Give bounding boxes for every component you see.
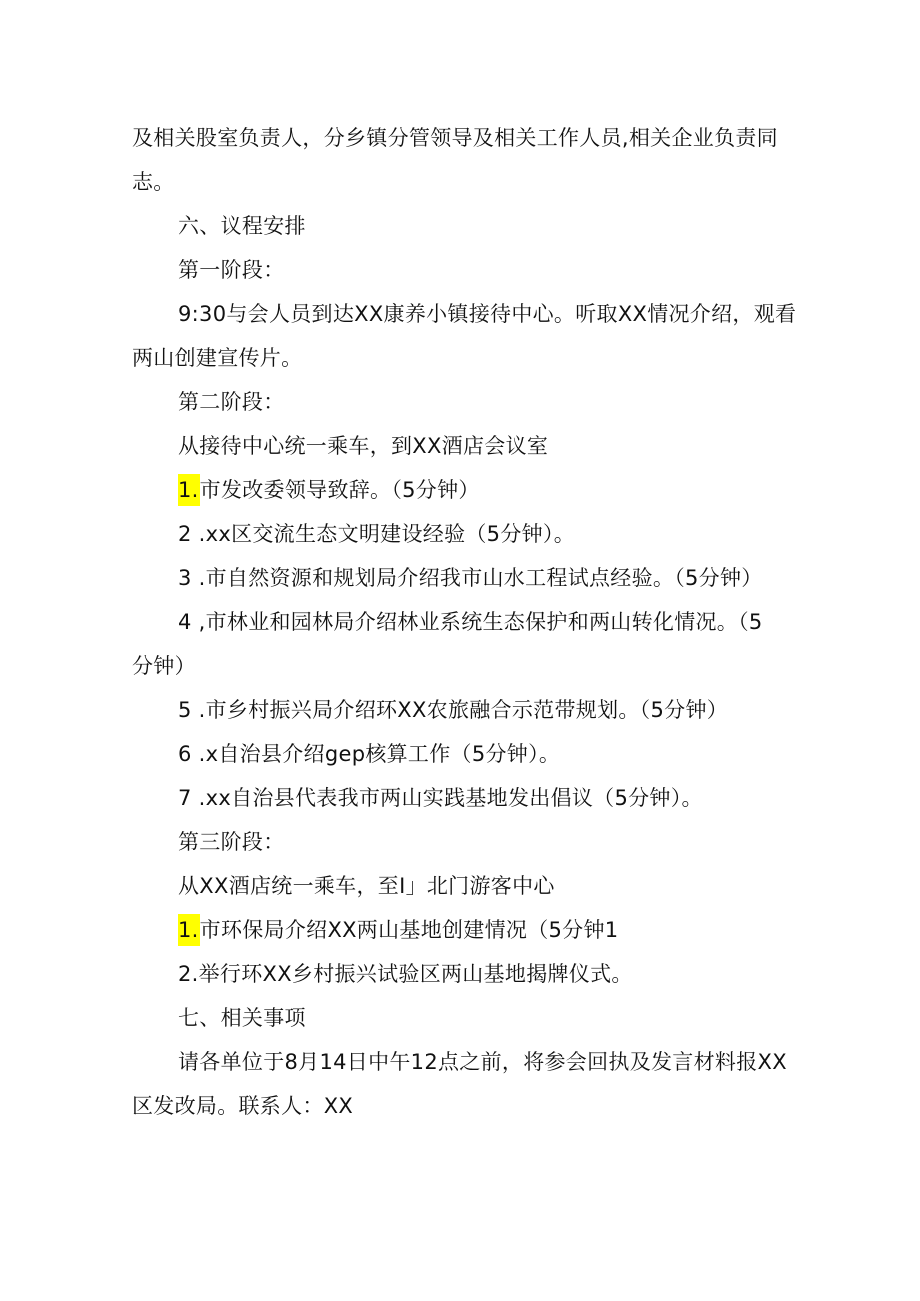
text-line-2: 志。: [132, 170, 175, 194]
text-line-related-b: 区发改局。联系人：XX: [132, 1094, 354, 1118]
agenda-item-3: 3 .市自然资源和规划局介绍我市山水工程试点经验。（5分钟）: [178, 566, 763, 590]
text-line-stage2-bus: 从接待中心统一乘车，到XX酒店会议室: [178, 434, 549, 458]
text-line-1: 及相关股室负责人，分乡镇分管领导及相关工作人员,相关企业负责同: [132, 126, 778, 150]
text-line-related-a: 请各单位于8月14日中午12点之前，将参会回执及发言材料报XX: [178, 1050, 787, 1074]
agenda-item-1-text: 市发改委领导致辞。（5分钟）: [199, 478, 480, 502]
stage3-item-1: [178, 916, 920, 944]
text-line-stage1-b: 两山创建宣传片。: [132, 346, 303, 370]
agenda-item-4: 4 ,市林业和园林局介绍林业系统生态保护和两山转化情况。（5: [178, 610, 763, 634]
agenda-item-6: 6 .x自治县介绍gep核算工作（5分钟）。: [178, 742, 561, 766]
agenda-item-2: 2 .xx区交流生态文明建设经验（5分钟）。: [178, 522, 576, 546]
highlighted-number: 1.: [178, 914, 200, 946]
text-line-stage1-a: 9:30与会人员到达XX康养小镇接待中心。听取XX情况介绍，观看: [178, 302, 797, 326]
stage3-item-2: 2.举行环XX乡村振兴试验区两山基地揭牌仪式。: [178, 962, 633, 986]
highlighted-number: 1.: [178, 474, 200, 506]
agenda-item-7: 7 .xx自治县代表我市两山实践基地发出倡议（5分钟）。: [178, 786, 703, 810]
stage-one-heading: 第一阶段：: [178, 258, 285, 282]
stage-two-heading: 第二阶段：: [178, 390, 285, 414]
stage3-item-1-text: 市环保局介绍XX两山基地创建情况（5分钟1: [199, 918, 619, 942]
agenda-item-4-cont: 分钟）: [132, 654, 196, 678]
text-line-stage3-bus: 从XX酒店统一乘车，至I」北门游客中心: [178, 874, 555, 898]
section-heading-related: 七、相关事项: [178, 1006, 306, 1030]
stage-three-heading: 第三阶段：: [178, 830, 285, 854]
agenda-item-1: [178, 476, 920, 504]
section-heading-agenda: 六、议程安排: [178, 214, 306, 238]
agenda-item-5: 5 .市乡村振兴局介绍环XX农旅融合示范带规划。（5分钟）: [178, 698, 729, 722]
